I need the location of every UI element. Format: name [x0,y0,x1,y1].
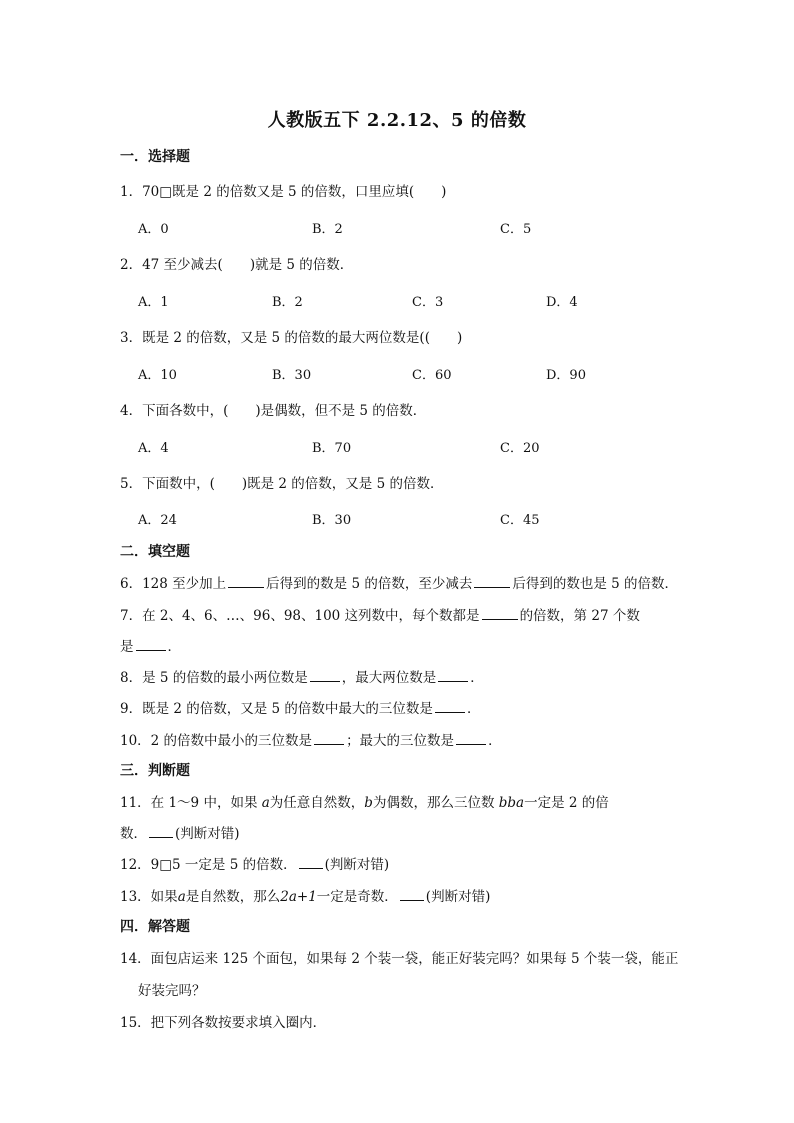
option-c: C．20 [500,441,540,456]
q7-text-4: ． [167,639,181,655]
answer-blank [482,607,518,620]
answer-blank [149,825,173,838]
q7-text-1: 7．在 2、4、6、…、96、98、100 这列数中，每个数都是 [120,608,480,624]
q6-text-1: 6．128 至少加上 [120,576,227,592]
question-2-options [138,291,698,309]
answer-blank [474,575,510,588]
q8-text-3: ． [470,670,484,686]
question-9 [120,697,480,717]
answer-blank [400,888,424,901]
answer-blank [456,732,486,745]
question-3-options [138,364,698,382]
option-a: A．10 [138,368,177,383]
answer-blank [299,856,323,869]
q9-text-1: 9．既是 2 的倍数，又是 5 的倍数中最大的三位数是 [120,701,433,717]
question-5-options [138,509,698,527]
option-c: C．60 [412,368,452,383]
q11-judge: (判断对错) [175,826,240,842]
q7-text-3: 是 [120,639,134,655]
question-11-cont [120,822,240,842]
q13-text-2: 是自然数，那么 [185,889,281,905]
option-b: B．70 [312,441,352,456]
question-11 [120,791,609,811]
question-1-options [138,218,698,236]
q12-text-1: 12．9□5 一定是 5 的倍数． [120,857,297,873]
q10-text-1: 10．2 的倍数中最小的三位数是 [120,733,313,749]
var-a: a [177,889,186,905]
q11-text-5: 数． [120,826,147,842]
q8-text-1: 8．是 5 的倍数的最小两位数是 [120,670,308,686]
q6-text-2: 后得到的数是 5 的倍数，至少减去 [266,576,473,592]
question-10 [120,729,502,749]
option-a: A．4 [138,441,169,456]
q10-text-2: ；最大的三位数是 [346,733,455,749]
var-a: a [261,795,270,811]
question-5: 5．下面数中，( )既是 2 的倍数，又是 5 的倍数． [120,476,444,492]
section-fill-in: 二．填空题 [120,544,190,560]
question-1: 1．70□既是 2 的倍数又是 5 的倍数，口里应填( ) [120,184,447,200]
answer-blank [228,575,264,588]
q13-text-1: 13．如果 [120,889,178,905]
answer-blank [314,732,344,745]
option-c: C．45 [500,513,540,528]
question-2: 2．47 至少减去( )就是 5 的倍数． [120,257,354,273]
var-bba: bba [498,795,525,811]
option-d: D．4 [546,295,578,310]
q12-judge: (判断对错) [324,857,390,873]
option-c: C．3 [412,295,444,310]
q11-text-4: 一定是 2 的倍 [524,795,609,811]
answer-blank [435,700,465,713]
question-6 [120,572,678,592]
option-b: B．30 [272,368,312,383]
answer-blank [136,638,166,651]
q10-text-3: ． [488,733,502,749]
q6-text-3: 后得到的数也是 5 的倍数． [512,576,678,592]
q11-text-2: 为任意自然数， [269,795,365,811]
q13-judge: (判断对错) [425,889,491,905]
question-13 [120,885,490,905]
question-8 [120,666,484,686]
q11-text-1: 11．在 1～9 中，如果 [120,795,262,811]
option-c: C．5 [500,222,532,237]
page-title: 人教版五下 2.2.12、5 的倍数 [267,110,527,131]
question-14: 14．面包店运来 125 个面包，如果每 2 个装一袋，能正好装完吗？如果每 5 个装一袋，能正 [120,951,679,967]
q7-text-2: 的倍数，第 27 个数 [519,608,640,624]
option-b: B．30 [312,513,352,528]
option-a: A．0 [138,222,169,237]
answer-blank [438,669,468,682]
option-b: B．2 [272,295,303,310]
q9-text-2: ． [466,701,481,717]
option-d: D．90 [546,368,586,383]
question-14-cont: 好装完吗？ [138,983,206,999]
var-b: b [364,795,373,811]
question-12 [120,853,389,873]
question-7-cont [120,635,181,655]
section-true-false: 三．判断题 [120,763,190,779]
q13-text-3: 一定是奇数． [316,889,398,905]
option-b: B．2 [312,222,343,237]
answer-blank [310,669,340,682]
option-a: A．1 [138,295,169,310]
section-solve: 四．解答题 [120,919,190,935]
question-15: 15．把下列各数按要求填入圈内． [120,1015,327,1031]
section-choice: 一．选择题 [120,149,190,165]
question-4-options [138,437,698,455]
q11-text-3: 为偶数，那么三位数 [372,795,499,811]
question-7 [120,604,640,624]
option-a: A．24 [138,513,177,528]
question-3: 3．既是 2 的倍数，又是 5 的倍数的最大两位数是(( ) [120,330,463,346]
expr-2a-plus-1: 2a+1 [280,889,317,905]
question-4: 4．下面各数中，( )是偶数，但不是 5 的倍数． [120,403,427,419]
q8-text-2: ，最大两位数是 [341,670,437,686]
